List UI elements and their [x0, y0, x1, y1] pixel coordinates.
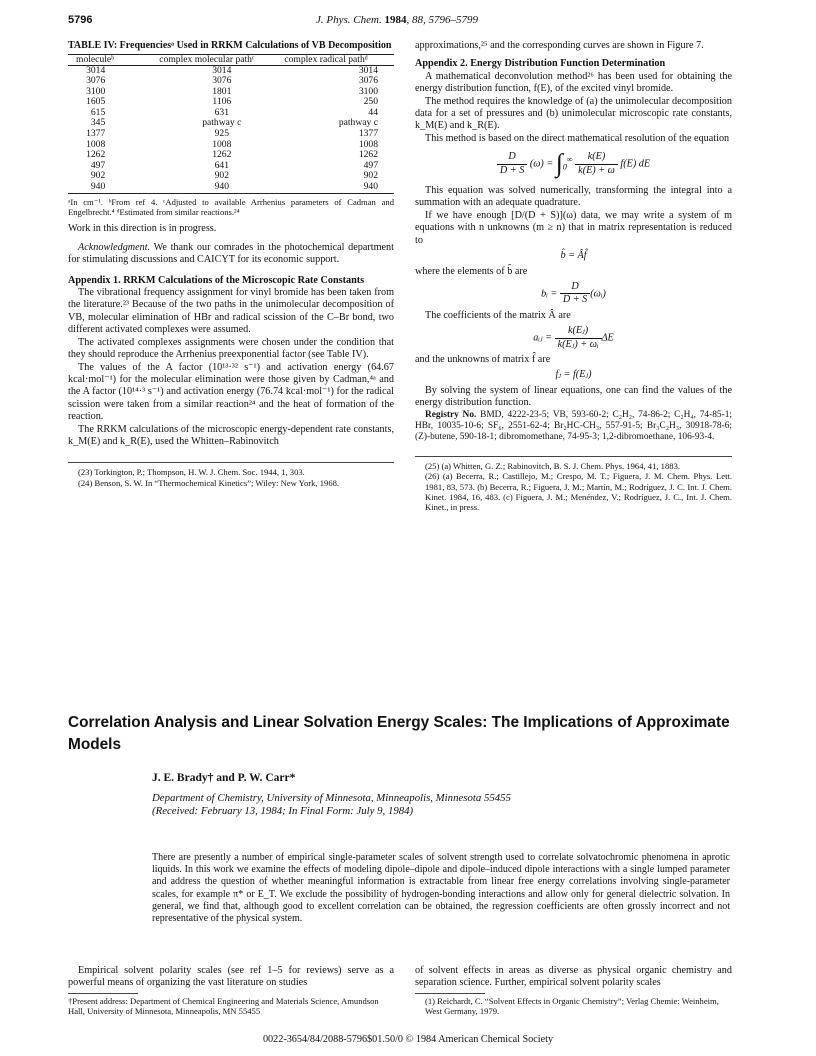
- body-left-paragraph: Empirical solvent polarity scales (see ref 1–5 for reviews) serve as a powerful means of organizing the vast literature on studies: [68, 965, 394, 989]
- paragraph-unknowns: and the unknowns of matrix f̂ are: [415, 353, 551, 365]
- footnote-rule-short-right: [415, 993, 485, 994]
- table-cell: 1377: [86, 128, 106, 140]
- eq1-lhs-denominator: D + S: [499, 164, 525, 176]
- running-header: [68, 14, 726, 30]
- appendix-1-paragraph-2: The activated complexes assignments were chosen under the condition that they should reproduce the Arrhenius preexponential factor (see Table IV).: [68, 336, 394, 361]
- table-cell: pathway c: [338, 117, 378, 129]
- table-cell: 1262: [358, 149, 378, 161]
- appendix-1-paragraph-1: The vibrational frequency assignment for vinyl bromide has been taken from the literature.²³ Because of the two paths in the unimolecular decomposition of VB, molecular elimination of HBr and radical scission of the C–Br bond, two different activated complexes were assumed.: [68, 287, 394, 336]
- table-cell: 497: [90, 159, 106, 171]
- paragraph-work-in-progress: Work in this direction is in progress.: [68, 223, 217, 235]
- table-header-radical-path: complex radical pathᵈ: [284, 54, 394, 65]
- body-left-intro: [68, 965, 394, 990]
- eq4-fraction: [555, 325, 602, 351]
- frequency-table: [68, 54, 394, 194]
- eq3-numerator: D: [560, 281, 590, 294]
- table-row: [68, 118, 394, 129]
- eq1-rhs-numerator: k(E): [575, 151, 618, 164]
- table-body: [68, 65, 394, 193]
- article-title: Correlation Analysis and Linear Solvation Energy Scales: The Implications of Approximate Models: [68, 714, 730, 753]
- paragraph-solving-system: By solving the system of linear equations, one can find the values of the energy distribution function.: [415, 384, 732, 409]
- table-row: [68, 129, 394, 140]
- table-row: [68, 161, 394, 172]
- appendix-2-paragraph-1: A mathematical deconvolution method²⁶ has been used for obtaining the energy distribution function, f(E), of the excited vinyl bromide.: [415, 70, 732, 95]
- acknowledgment-text: We thank our comrades in the photochemical department for stimulating discussions and CAICYT for its economic support.: [68, 241, 394, 266]
- table-row: [68, 97, 394, 108]
- footnote-rule: [68, 462, 394, 463]
- table-cell: 44: [368, 106, 378, 118]
- body-right-paragraph: of solvent effects in areas as diverse as physical organic chemistry and separation science. Further, empirical solvent polarity scales: [415, 965, 732, 989]
- article-affiliation: [152, 792, 511, 818]
- article-authors: J. E. Brady† and P. W. Carr*: [152, 772, 296, 784]
- affiliation-department: Department of Chemistry, University of Minnesota, Minneapolis, Minnesota 55455: [152, 792, 511, 804]
- table-cell: 3076: [212, 75, 232, 87]
- received-dates: (Received: February 13, 1984; In Final Form: July 9, 1984): [152, 805, 414, 817]
- footnote-23: (23) Torkington, P.; Thompson, H. W. J. Chem. Soc. 1944, 1, 303.: [78, 467, 305, 478]
- footnote-rule-right: [415, 456, 732, 457]
- eq1-rhs-tail: f(E) dE: [620, 158, 651, 170]
- right-column: [415, 40, 732, 513]
- page-number: 5796: [68, 14, 93, 26]
- eq1-rhs-denominator: k(E) + ω: [578, 164, 615, 176]
- table-cell: 1377: [358, 128, 378, 140]
- footnote-26: (26) (a) Becerra, R.; Castillejo, M.; Crespo, M. T.; Figuera, J. M. Chem. Phys. Lett. 1981, 83, 573. (b) Becerra, R.; Figuera, J. M.; Martín, M.; Rodríguez, J. C. Int. J. Chem. Kinet. 1984, 16, 483. (c) Figuera, J. M.; Menéndez, V.; Rodríguez, J. C., Int. J. Chem. Kinet., in press.: [425, 471, 732, 513]
- page-footer: 0022-3654/84/2088-5796$01.50/0 © 1984 American Chemical Society: [262, 1034, 554, 1045]
- footnote-block-right: [415, 993, 732, 1017]
- eq3-denominator: D + S: [562, 294, 588, 306]
- paragraph-where-elements: where the elements of b̂ are: [415, 265, 528, 277]
- table-row: [68, 182, 394, 193]
- eq3-fraction: [560, 281, 590, 307]
- eq1-upper-limit: ∞: [566, 155, 573, 165]
- appendix-1-paragraph-4: The RRKM calculations of the microscopic energy-dependent rate constants, k_M(E) and k_R(E), used the Whitten–Rabinovitch: [68, 423, 394, 447]
- appendix-1-paragraph-3: The values of the A factor (10¹³·³² s⁻¹) and activation energy (64.67 kcal·mol⁻¹) for the molecular elimination were those given by Cadman,⁴ᵃ and the A factor (10¹⁴·³ s⁻¹) and activation energy (76.74 kcal·mol⁻¹) for the radical scission were taken from a similar reaction²⁴ and the heat of formation of the reaction.: [68, 361, 394, 423]
- table-cell: 641: [214, 159, 229, 171]
- table-cell: 631: [214, 106, 229, 118]
- table-cell: 1106: [212, 96, 232, 108]
- paragraph-coefficients: The coefficients of the matrix Â are: [425, 309, 571, 321]
- equation-matrix: b̂ = Âf̂: [560, 250, 587, 262]
- body-right-intro: [415, 965, 732, 990]
- table-cell: 3014: [212, 64, 232, 76]
- left-column: [68, 40, 394, 488]
- eq1-lower-limit: 0: [562, 162, 567, 172]
- journal-year: 1984: [384, 14, 407, 26]
- appendix-2-title: Appendix 2. Energy Distribution Function Determination: [415, 58, 666, 70]
- eq1-lhs-argument: (ω) =: [529, 158, 554, 170]
- table-cell: 345: [90, 117, 106, 129]
- table-row: [68, 87, 394, 98]
- table-row: [68, 76, 394, 87]
- equation-b-elements: [415, 281, 732, 307]
- equation-integral: [415, 148, 732, 178]
- eq3-lhs: bᵢ =: [541, 288, 558, 300]
- appendix-1-title: Appendix 1. RRKM Calculations of the Microscopic Rate Constants: [68, 274, 365, 286]
- registry-numbers: [415, 410, 732, 444]
- table-row: [68, 150, 394, 161]
- footnote-25: (25) (a) Whitten, G. Z.; Rabinovitch, B. S. J. Chem. Phys. 1964, 41, 1883.: [425, 460, 681, 471]
- footnote-dagger: †Present address: Department of Chemical Engineering and Materials Science, Amundson Hall, University of Minnesota, Minneapolis, MN 55455: [68, 996, 379, 1017]
- acknowledgment: [68, 242, 394, 267]
- table-cell: 1801: [212, 85, 232, 97]
- table-cell: 3014: [358, 64, 378, 76]
- table-cell: 3076: [358, 75, 378, 87]
- table-header-molecule: moleculeᵇ: [68, 54, 159, 65]
- appendix-2-paragraph-3: This method is based on the direct mathematical resolution of the equation: [425, 132, 730, 144]
- table-cell: 1008: [86, 138, 106, 150]
- paragraph-system-of-equations: If we have enough [D/(D + S)](ω) data, we may write a system of m equations with n unknowns (m ≥ n) that in matrix representation is reduced to: [415, 209, 732, 246]
- table-cell: 250: [363, 96, 378, 108]
- eq3-tail: (ωᵢ): [590, 288, 606, 300]
- integral-sign: ∫: [555, 148, 563, 178]
- table-notes: ᵃIn cm⁻¹. ᵇFrom ref 4. ᶜAdjusted to available Arrhenius parameters of Cadman and Engelbrecht.⁴ ᵈEstimated from similar reactions.²⁴: [68, 196, 394, 218]
- acknowledgment-label: Acknowledgment.: [78, 241, 151, 253]
- table-cell: 940: [214, 181, 229, 193]
- table-cell: 940: [363, 181, 378, 193]
- table-cell: 3100: [358, 85, 378, 97]
- table-cell: pathway c: [202, 117, 242, 129]
- table-row: [68, 140, 394, 151]
- registry-label: Registry No.: [425, 409, 477, 420]
- table-caption: TABLE IV: Frequenciesᵃ Used in RRKM Calculations of VB Decomposition: [68, 40, 392, 51]
- footnote-rule-short-left: [68, 993, 138, 994]
- table-cell: 940: [90, 181, 106, 193]
- journal-name: J. Phys. Chem.: [316, 14, 382, 26]
- table-cell: 1605: [86, 96, 106, 108]
- eq4-tail: ΔE: [601, 332, 614, 344]
- table-cell: 497: [363, 159, 378, 171]
- paragraph-approximations: approximations,²⁵ and the corresponding curves are shown in Figure 7.: [415, 40, 704, 51]
- eq4-numerator: k(Eⱼ): [555, 325, 602, 338]
- paragraph-solved-numerically: This equation was solved numerically, transforming the integral into a summation with an adequate quadrature.: [415, 185, 732, 209]
- table-cell: 1262: [86, 149, 106, 161]
- journal-pages: , 5796–5799: [422, 14, 478, 26]
- journal-reference: J. Phys. Chem. 1984, 88, 5796–5799: [316, 14, 478, 26]
- table-cell: 3076: [86, 75, 106, 87]
- table-row: [68, 65, 394, 76]
- appendix-2-paragraph-2: The method requires the knowledge of (a) the unimolecular decomposition data for a set of pressures and (b) unimolecular microscopic rate constants, k_M(E) and k_R(E).: [415, 95, 732, 132]
- eq1-lhs-fraction: [497, 151, 527, 177]
- eq1-lhs-numerator: D: [497, 151, 527, 164]
- table-cell: 3100: [86, 85, 106, 97]
- table-cell: 902: [90, 170, 106, 182]
- table-cell: 902: [363, 170, 378, 182]
- table-cell: 3014: [86, 64, 106, 76]
- eq4-denominator: k(Eⱼ) + ωᵢ: [557, 338, 599, 350]
- table-cell: 615: [90, 106, 106, 118]
- footnote-1: (1) Reichardt, C. “Solvent Effects in Organic Chemistry”; Verlag Chemie: Weinheim, West Germany, 1979.: [425, 996, 719, 1017]
- abstract: There are presently a number of empirical single-parameter scales of solvent strength used to correlate solvatochromic phenomena in aprotic liquids. In this work we examine the effects of modeling dipole–dipole and dipole–induced dipole interactions with a single lumped parameter and address the question of whether meaningful information is extractable from linear free energy correlations involving single-parameter scales, for example π* or E_T. We exclude the possibility of hydrogen-bonding interactions and allow only for general dielectric solvation. In general, we find that, although good to excellent correlation can be obtained, the regression coefficients are often grossly incorrect and not representative of the physical system.: [152, 852, 730, 925]
- table-cell: 1008: [358, 138, 378, 150]
- equation-f-unknowns: fⱼ = f(Eⱼ): [555, 369, 592, 381]
- eq4-lhs: aᵢⱼ =: [533, 332, 553, 344]
- table-cell: 925: [214, 128, 229, 140]
- table-cell: 1008: [212, 138, 232, 150]
- equation-a-coefficients: [415, 325, 732, 351]
- table-cell: 1262: [212, 149, 232, 161]
- table-header-molecular-path: complex molecular pathᶜ: [159, 54, 284, 65]
- journal-volume: 88: [411, 14, 423, 26]
- table-cell: 902: [214, 170, 229, 182]
- footnote-block-left: [68, 993, 394, 1017]
- footnote-24: (24) Benson, S. W. In “Thermochemical Kinetics”; Wiley: New York, 1968.: [78, 477, 340, 488]
- registry-text: BMD, 4222-23-5; VB, 593-60-2; C₂H₂, 74-86-2; C₂H₄, 74-85-1; HBr, 10035-10-6; SF₆, 2551-62-4; Br₂HC-CH₃, 557-91-5; Br₃C₂H₃, 30918-78-6; (Z)-butene, 590-18-1; dibromomethane, 74-95-3; 1,2-dibromoethane, 106-93-4.: [415, 409, 732, 443]
- table-row: [68, 171, 394, 182]
- eq1-rhs-fraction: [575, 151, 618, 177]
